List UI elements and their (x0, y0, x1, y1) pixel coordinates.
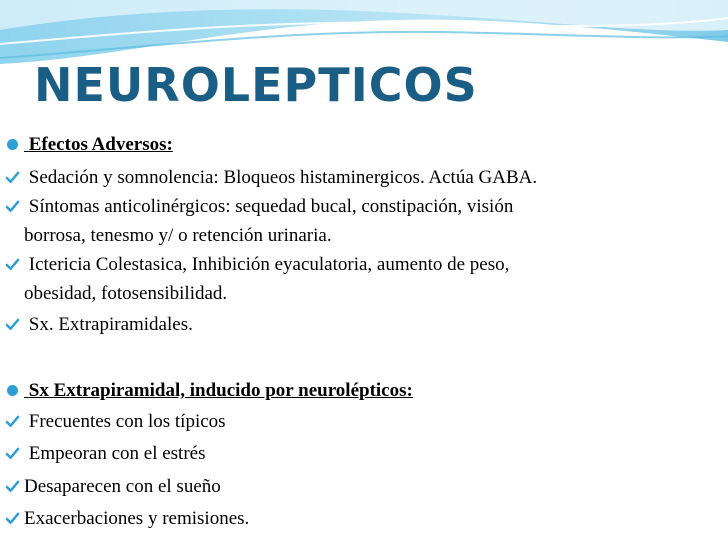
section-heading-label: Sx Extrapiramidal, inducido por neurolépticos: (24, 380, 413, 401)
list-item-text: Sx. Extrapiramidales. (24, 314, 193, 335)
bullet-dot-icon (4, 130, 20, 159)
bullet-dot-icon (4, 376, 20, 405)
list-item-text: Empeoran con el estrés (24, 443, 206, 464)
list-item-text: Frecuentes con los típicos (24, 411, 226, 432)
list-item-text: Exacerbaciones y remisiones. (24, 508, 250, 529)
checkmark-icon (4, 250, 20, 279)
slide-title: NEUROLEPTICOS (34, 58, 478, 112)
checkmark-icon (4, 504, 20, 533)
list-item-text: Síntomas anticolinérgicos: sequedad bucal, constipación, visión borrosa, tenesmo y/ o retención urinaria. (24, 196, 514, 246)
list-item-text: Ictericia Colestasica, Inhibición eyaculatoria, aumento de peso, obesidad, fotosensibilidad. (24, 254, 510, 304)
checkmark-icon (4, 407, 20, 436)
list-item-text: Desaparecen con el sueño (24, 476, 221, 497)
list-item-text: Sedación y somnolencia: Bloqueos histaminergicos. Actúa GABA. (24, 167, 538, 188)
checkmark-icon (4, 472, 20, 501)
checkmark-icon (4, 192, 20, 221)
checkmark-icon (4, 439, 20, 468)
checkmark-icon (4, 163, 20, 192)
checkmark-icon (4, 310, 20, 339)
section-heading-label: Efectos Adversos: (24, 134, 173, 155)
